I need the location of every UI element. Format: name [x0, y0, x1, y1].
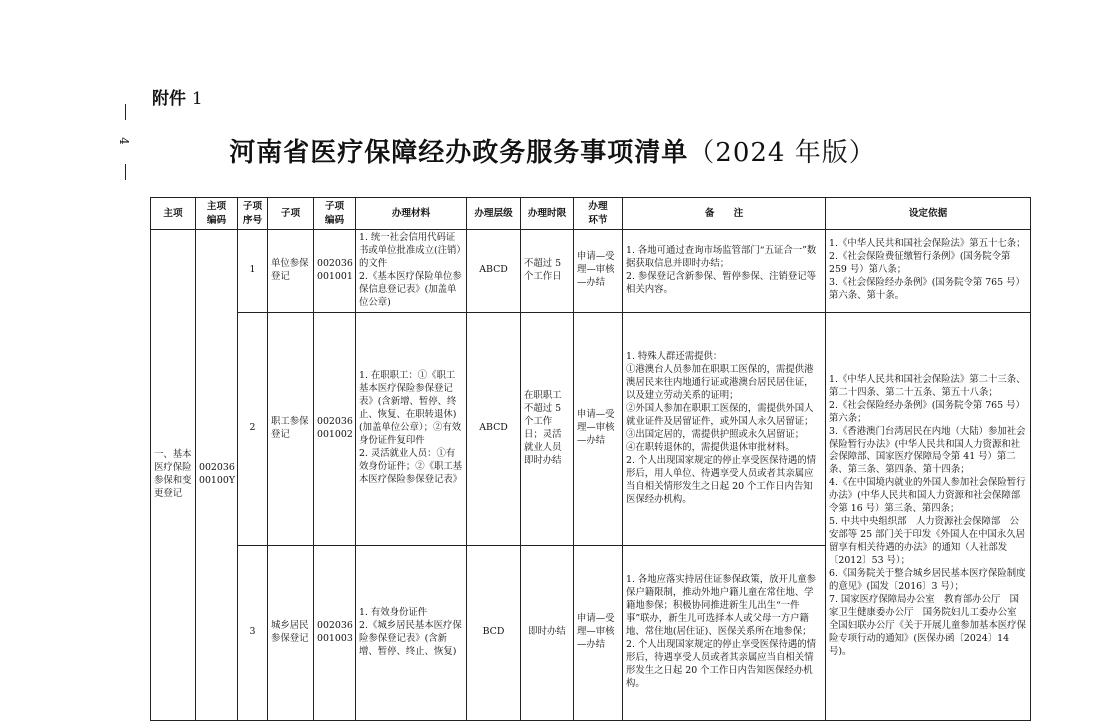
header-materials: 办理材料 [356, 198, 467, 230]
basis-cell [826, 312, 1031, 720]
document-title-year: （2024 年版） [688, 138, 876, 168]
table-header-row [151, 198, 1031, 230]
document-title [0, 132, 1105, 169]
basis-text-row1: 1.《中华人民共和国社会保险法》第五十七条； 2.《社会保险费征缴暂行条例》(国务院令第 259 号）第八条； 3.《社会保险经办条例》(国务院令第 765 号）第六条、第十条。 [829, 238, 1026, 302]
steps-cell: 申请—受理—审核—办结 [574, 312, 623, 545]
attachment-number: 1 [191, 89, 203, 109]
level-cell: ABCD [467, 230, 521, 313]
header-level: 办理层级 [467, 198, 521, 230]
time-limit-cell: 即时办结 [521, 545, 574, 720]
level-cell: BCD [467, 545, 521, 720]
header-main-code: 主项 编码 [196, 198, 238, 230]
sub-code-cell: 002036 001001 [314, 230, 356, 313]
page-mark-top-line [125, 104, 126, 120]
remarks-cell: 1. 特殊人群还需提供： ①港澳台人员参加在职职工医保的，需提供港澳居民来往内地通行证或港澳台居民居住证，以及建立劳动关系的证明； ②外国人参加在职职工医保的，需提供外国人就业证件及居留证件，或外国人永久居留证； ③出国定居的，需提供护照或永久居留证； ④在职转退休的，需提供退休审批材料。 2. 个人出现国家规定的停止享受医保待遇的情形后，用人单位、待遇享受人员或者其亲属应当自相关情形发生之日起 20 个工作日内告知医保经办机构。 [623, 312, 826, 545]
basis-cell [826, 230, 1031, 313]
main-code-cell: 002036 00100Y [196, 230, 238, 721]
header-basis: 设定依据 [826, 198, 1031, 230]
level-cell: ABCD [467, 312, 521, 545]
document-title-main: 河南省医疗保障经办政务服务事项清单 [229, 138, 689, 168]
table-row [151, 230, 1031, 313]
remarks-cell: 1. 各地可通过查询市场监管部门“五证合一”数据获取信息并即时办结； 2. 参保登记含新参保、暂停参保、注销登记等相关内容。 [623, 230, 826, 313]
attachment-label-text: 附件 [152, 89, 186, 109]
remarks-cell: 1. 各地应落实持居住证参保政策，放开儿童参保户籍限制，推动外地户籍儿童在常住地、学籍地参保；积极协同推进新生儿出生“一件事”联办，新生儿可选择本人或父母一方户籍地、常住地(居住证)、医保关系所在地参保； 2. 个人出现国家规定的停止享受医保待遇的情形后，待遇享受人员或者其亲属应当自相关情形发生之日起 20 个工作日内告知医保经办机构。 [623, 545, 826, 720]
header-time-limit: 办理时限 [521, 198, 574, 230]
sub-item-cell: 职工参保登记 [268, 312, 314, 545]
steps-cell: 申请—受理—审核—办结 [574, 545, 623, 720]
sub-item-cell: 单位参保登记 [268, 230, 314, 313]
sub-seq-cell: 1 [238, 230, 268, 313]
attachment-label [152, 84, 203, 109]
steps-cell: 申请—受理—审核—办结 [574, 230, 623, 313]
service-items-table [150, 197, 1031, 721]
sub-seq-cell: 2 [238, 312, 268, 545]
sub-seq-cell: 3 [238, 545, 268, 720]
materials-cell: 1. 统一社会信用代码证书或单位批准成立(注销）的文件 2.《基本医疗保险单位参保信息登记表》(加盖单位公章) [356, 230, 467, 313]
time-limit-cell: 在职职工不超过 5 个工作日；灵活就业人员即时办结 [521, 312, 574, 545]
header-sub-code: 子项 编码 [314, 198, 356, 230]
materials-cell: 1. 有效身份证件 2.《城乡居民基本医疗保险参保登记表》(含新增、暂停、终止、恢复) [356, 545, 467, 720]
materials-cell: 1. 在职职工：①《职工基本医疗保险参保登记表》(含新增、暂停、终止、恢复、在职转退休)(加盖单位公章）；②有效身份证件复印件 2. 灵活就业人员：①有效身份证件；②《职工基本医疗保险参保登记表》 [356, 312, 467, 545]
table-row [151, 312, 1031, 545]
time-limit-cell: 不超过 5 个工作日 [521, 230, 574, 313]
sub-code-cell: 002036 001002 [314, 312, 356, 545]
header-sub-item: 子项 [268, 198, 314, 230]
sub-item-cell: 城乡居民参保登记 [268, 545, 314, 720]
header-main-item: 主项 [151, 198, 196, 230]
main-item-cell: 一、基本医疗保险参保和变更登记 [151, 230, 196, 721]
sub-code-cell: 002036 001003 [314, 545, 356, 720]
basis-text-rest: 1.《中华人民共和国社会保险法》第二十三条、第二十四条、第二十五条、第五十八条； 2.《社会保险经办条例》(国务院令第 765 号）第六条； 3.《香港澳门台湾居民在内地（大陆）参加社会保险暂行办法》(中华人民共和国人力资源和社会保障部、国家医疗保障局令第 41 号）第二条、第三条、第四条、第十四条； 4.《在中国境内就业的外国人参加社会保险暂行办法》(中华人民共和国人力资源和社会保障部令第 16 号）第三条、第四条； 5. 中共中央组织部 人力资源社会保障部 公安部等 25 部门关于印发《外国人在中国永久居留享有相关待遇的办法》的通知（人社部发〔2012〕53 号）； 6.《国务院关于整合城乡居民基本医疗保险制度的意见》(国发〔2016〕3 号）； 7. 国家医疗保障局办公室 教育部办公厅 国家卫生健康委办公厅 国务院妇儿工委办公室 全国妇联办公厅《关于开展儿童参加基本医疗保险专项行动的通知》(医保办函〔2024〕14 号)。 [829, 373, 1026, 657]
header-steps: 办理 环节 [574, 198, 623, 230]
page-number: 4 [116, 137, 131, 145]
header-remarks: 备 注 [623, 198, 826, 230]
header-sub-seq: 子项 序号 [238, 198, 268, 230]
